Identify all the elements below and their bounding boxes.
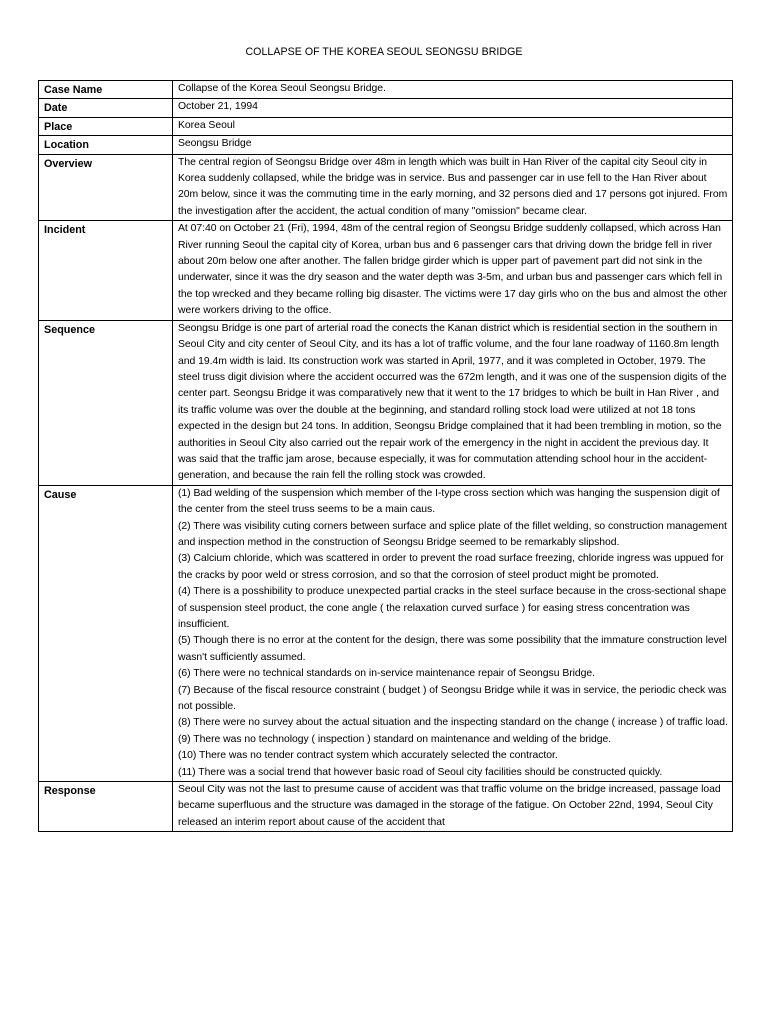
row-label: Date xyxy=(39,99,173,117)
cause-item: (10) There was no tender contract system which accurately selected the contractor. xyxy=(178,750,558,762)
row-value: Seongsu Bridge xyxy=(173,136,733,154)
cause-item: (9) There was no technology ( inspection ) standard on maintenance and welding of the bridge. xyxy=(178,733,612,745)
table-row-cause xyxy=(39,485,733,781)
cause-item: (4) There is a posshibility to produce unexpected partial cracks in the steel surface because in the cross-sectional shape of suspension steel product, the cone angle ( the relaxation curved surface ) for easing stress concentration was insufficient. xyxy=(178,586,730,630)
row-value: Seoul City was not the last to presume cause of accident was that traffic volume on the bridge increased, passage load became superfluous and the structure was damaged in the storage of the fatigue. On October 22nd, 1994, Seoul City released an interim report about cause of the accident that xyxy=(173,782,733,832)
table-row-sequence xyxy=(39,320,733,485)
table-row-location xyxy=(39,136,733,154)
row-value: Collapse of the Korea Seoul Seongsu Bridge. xyxy=(173,81,733,99)
cause-item: (3) Calcium chloride, which was scattered in order to prevent the road surface freezing, chloride ingress was uppued for the cracks by poor weld or stress corrosion, and so that the corrosion of steel product might be promoted. xyxy=(178,553,727,581)
row-label: Incident xyxy=(39,221,173,320)
cause-item: (1) Bad welding of the suspension which member of the I-type cross section which was hanging the suspension digit of the center from the steel truss seems to be a main caus. xyxy=(178,487,723,516)
cause-item: (2) There was visibility cuting corners between surface and splice plate of the fillet welding, so construction management and inspection method in the construction of Seongsu Bridge seemed to be remarkably slipshod. xyxy=(178,520,730,548)
row-value: The central region of Seongsu Bridge over 48m in length which was built in Han River of the capital city Seoul city in Korea suddenly collapsed, while the bridge was in service. Bus and passenger car in use fell to the Han River about 20m below, since it was the commuting time in the early morning, and 32 persons died and 17 persons got injured. From the investigation after the accident, the actual condition of many "omission" became clear. xyxy=(173,154,733,221)
row-value: Seongsu Bridge is one part of arterial road the conects the Kanan district which is residential section in the southern in Seoul City and city center of Seoul City, and its has a lot of traffic volume, and the four lane roadway of 1160.8m length and 19.4m width is laid. Its construction work was started in April, 1977, and it was completed in October, 1979. The steel truss digit division where the accident occurred was the 672m length, and it was one of the suspension digits of the center part. Seongsu Bridge it was comparatively new that it went to the 17 bridges to which be built in Han River , and its traffic volume was over the double at the beginning, and standard rolling stock load were utilized at not 18 tons expected in the design but 24 tons. In addition, Seongsu Bridge complained that it had been trembling in motion, so the authorities in Seoul City also carried out the repair work of the emergency in the night in accident the previous day. It was said that the traffic jam arose, because especially, it was for commutation attending school hour in the accident-generation, and because the rain fell the rolling stock was crowded. xyxy=(173,320,733,485)
table-row-case-name xyxy=(39,81,733,99)
table-row-response xyxy=(39,782,733,832)
document-title: COLLAPSE OF THE KOREA SEOUL SEONGSU BRIDGE xyxy=(245,46,523,58)
row-value xyxy=(173,485,733,781)
table-row-place xyxy=(39,117,733,135)
cause-item: (11) There was a social trend that however basic road of Seoul city facilities should be constructed quickly. xyxy=(178,766,663,778)
cause-item: (6) There were no technical standards on in-service maintenance repair of Seongsu Bridge. xyxy=(178,668,596,680)
cause-item: (8) There were no survey about the actual situation and the inspecting standard on the change ( increase ) of traffic load. xyxy=(178,717,728,729)
case-table xyxy=(38,80,733,832)
row-value: At 07:40 on October 21 (Fri), 1994, 48m of the central region of Seongsu Bridge suddenly collapsed, which across Han River running Seoul the capital city of Korea, urban bus and 6 passenger cars that driving down the bridge fell in river about 20m below one after another. The fallen bridge girder which is upper part of pavement part did not sink in the underwater, since it was the dry season and the water depth was 3-5m, and urban bus and passenger cars which fell in the top wrecked and they became rolling big disaster. The victims were 17 day girls who on the bus and almost the other were workers driving to the office. xyxy=(173,221,733,320)
table-row-date xyxy=(39,99,733,117)
row-value: Korea Seoul xyxy=(173,117,733,135)
row-label: Place xyxy=(39,117,173,135)
table-row-incident xyxy=(39,221,733,320)
row-label: Cause xyxy=(39,485,173,781)
cause-item: (5) Though there is no error at the content for the design, there was some possibility that the immature construction level wasn't sufficiently assumed. xyxy=(178,635,730,663)
table-row-overview xyxy=(39,154,733,221)
row-value: October 21, 1994 xyxy=(173,99,733,117)
row-label: Response xyxy=(39,782,173,832)
cause-item: (7) Because of the fiscal resource constraint ( budget ) of Seongsu Bridge while it was in service, the periodic check was not possible. xyxy=(178,684,730,713)
row-label: Location xyxy=(39,136,173,154)
row-label: Overview xyxy=(39,154,173,221)
row-label: Case Name xyxy=(39,81,173,99)
row-label: Sequence xyxy=(39,320,173,485)
